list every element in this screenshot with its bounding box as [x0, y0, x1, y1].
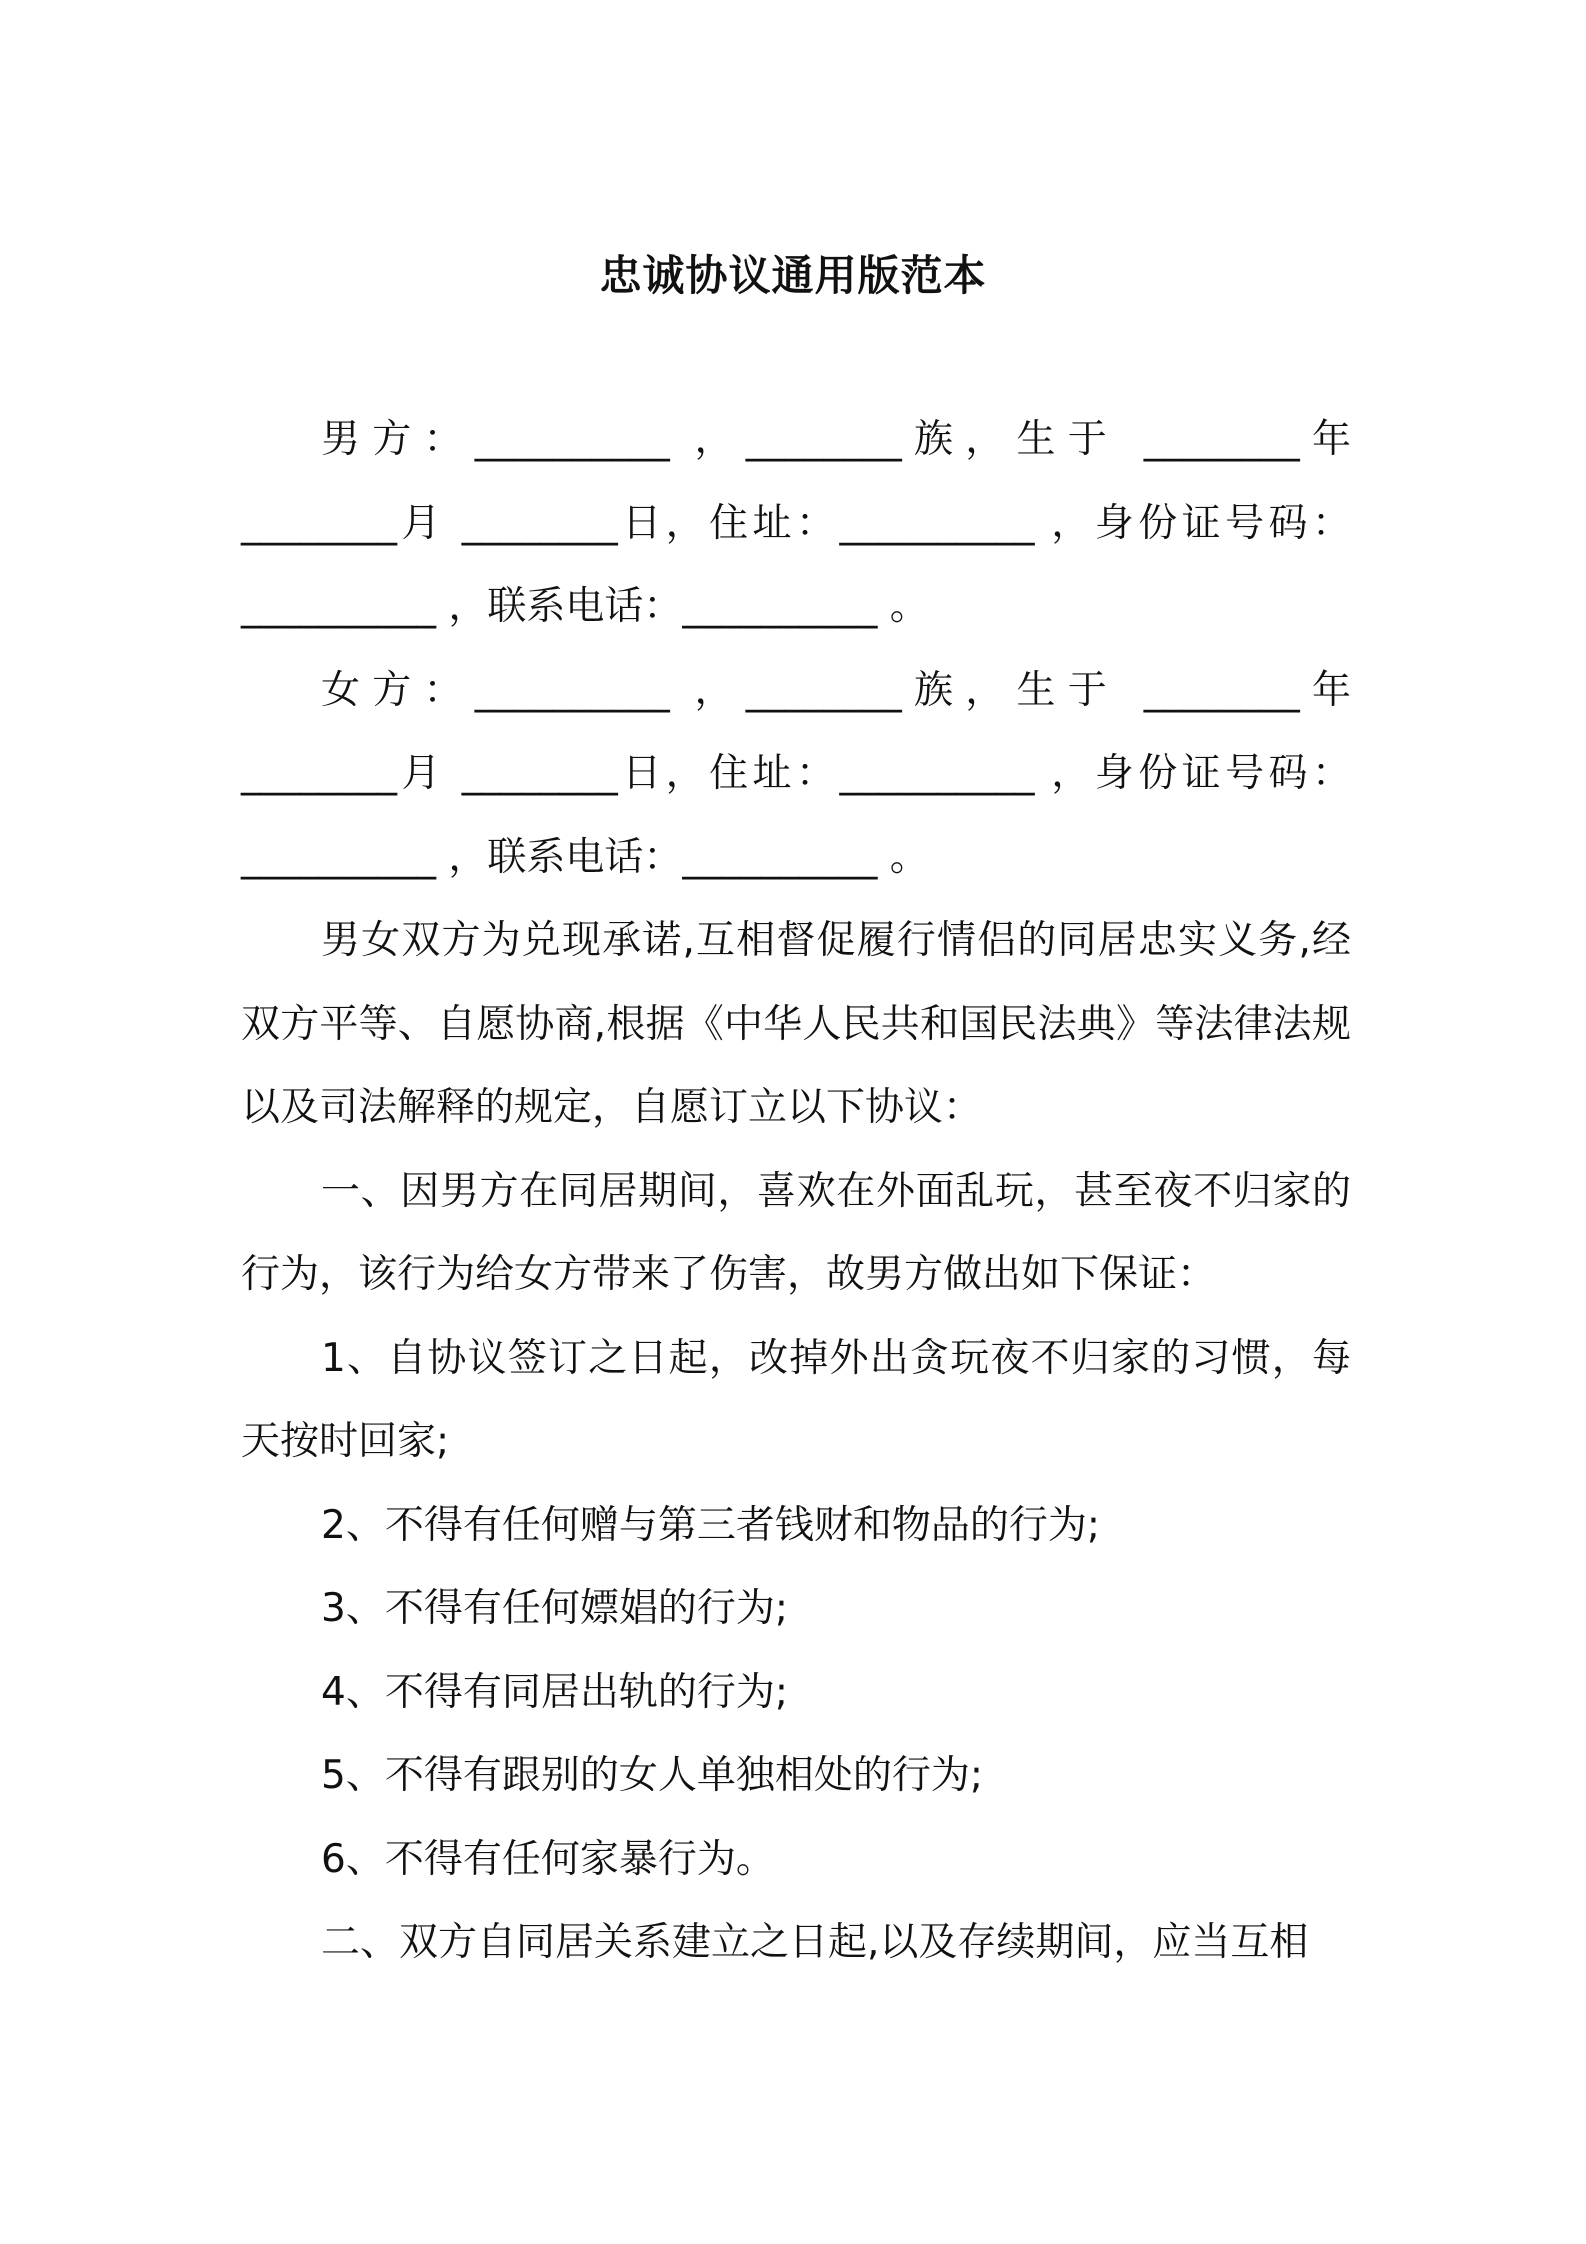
clause-item-6: 6、不得有任何家暴行为。: [321, 1836, 775, 1882]
document-title: 忠诚协议通用版范本: [599, 251, 987, 301]
clause-item-3: 3、不得有任何嫖娼的行为;: [321, 1586, 788, 1631]
document-body: [241, 398, 1351, 1985]
male-party-info: 男方：__________ ，________族，生于 ________年________月 ________日，住址：__________ ，身份证号码：__________ ，联系电话：__________ 。: [241, 417, 1351, 629]
clause-item-5: 5、不得有跟别的女人单独相处的行为;: [321, 1753, 983, 1798]
female-party-info: 女方：__________ ，________族，生于 ________年________月 ________日，住址：__________ ，身份证号码：__________ ，联系电话：__________ 。: [241, 667, 1351, 880]
clause-item-1: 1、自协议签订之日起，改掉外出贪玩夜不归家的习惯，每天按时回家;: [241, 1335, 1351, 1464]
clause-two: 二、双方自同居关系建立之日起,以及存续期间，应当互相: [321, 1920, 1309, 1965]
clause-item-2: 2、不得有任何赠与第三者钱财和物品的行为;: [321, 1502, 1100, 1548]
agreement-preamble: 男女双方为兑现承诺,互相督促履行情侣的同居忠实义务,经双方平等、自愿协商,根据《中华人民共和国民法典》等法律法规以及司法解释的规定，自愿订立以下协议：: [241, 918, 1351, 1130]
clause-item-4: 4、不得有同居出轨的行为;: [321, 1669, 788, 1715]
clause-one: 一、因男方在同居期间，喜欢在外面乱玩，甚至夜不归家的行为，该行为给女方带来了伤害，故男方做出如下保证：: [241, 1168, 1351, 1297]
